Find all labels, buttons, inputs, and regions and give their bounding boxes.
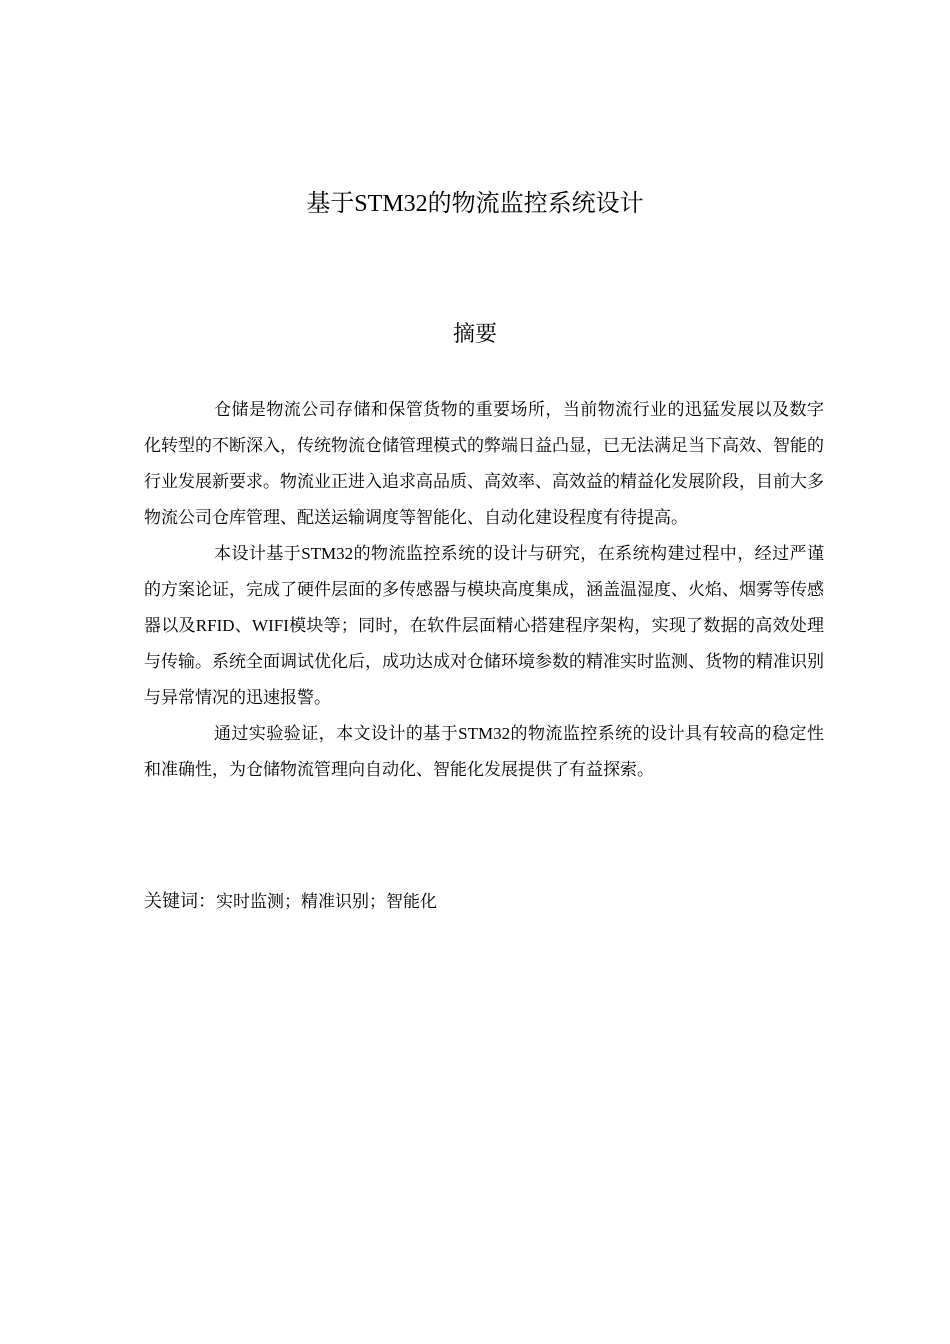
abstract-heading: 摘要 <box>452 322 497 347</box>
abstract-paragraph-2: 本设计基于STM32的物流监控系统的设计与研究，在系统构建过程中，经过严谨的方案论证，完成了硬件层面的多传感器与模块高度集成，涵盖温湿度、火焰、烟雾等传感器以及RFID、WIFI模块等；同时，在软件层面精心搭建程序架构，实现了数据的高效处理与传输。系统全面调试优化后，成功达成对仓储环境参数的精准实时监测、货物的精准识别与异常情况的迅速报警。 <box>144 544 824 707</box>
keywords-label: 关键词： <box>144 891 216 912</box>
abstract-paragraph-1: 仓储是物流公司存储和保管货物的重要场所，当前物流行业的迅猛发展以及数字化转型的不断深入，传统物流仓储管理模式的弊端日益凸显，已无法满足当下高效、智能的行业发展新要求。物流业正进入追求高品质、高效率、高效益的精益化发展阶段，目前大多物流公司仓库管理、配送运输调度等智能化、自动化建设程度有待提高。 <box>144 400 824 527</box>
abstract-paragraph-3: 通过实验验证，本文设计的基于STM32的物流监控系统的设计具有较高的稳定性和准确性，为仓储物流管理向自动化、智能化发展提供了有益探索。 <box>144 724 824 779</box>
keywords-value: 实时监测；精准识别；智能化 <box>216 892 437 911</box>
keywords-line <box>144 884 824 920</box>
document-title: 基于STM32的物流监控系统设计 <box>306 191 644 217</box>
abstract-body <box>144 392 824 788</box>
